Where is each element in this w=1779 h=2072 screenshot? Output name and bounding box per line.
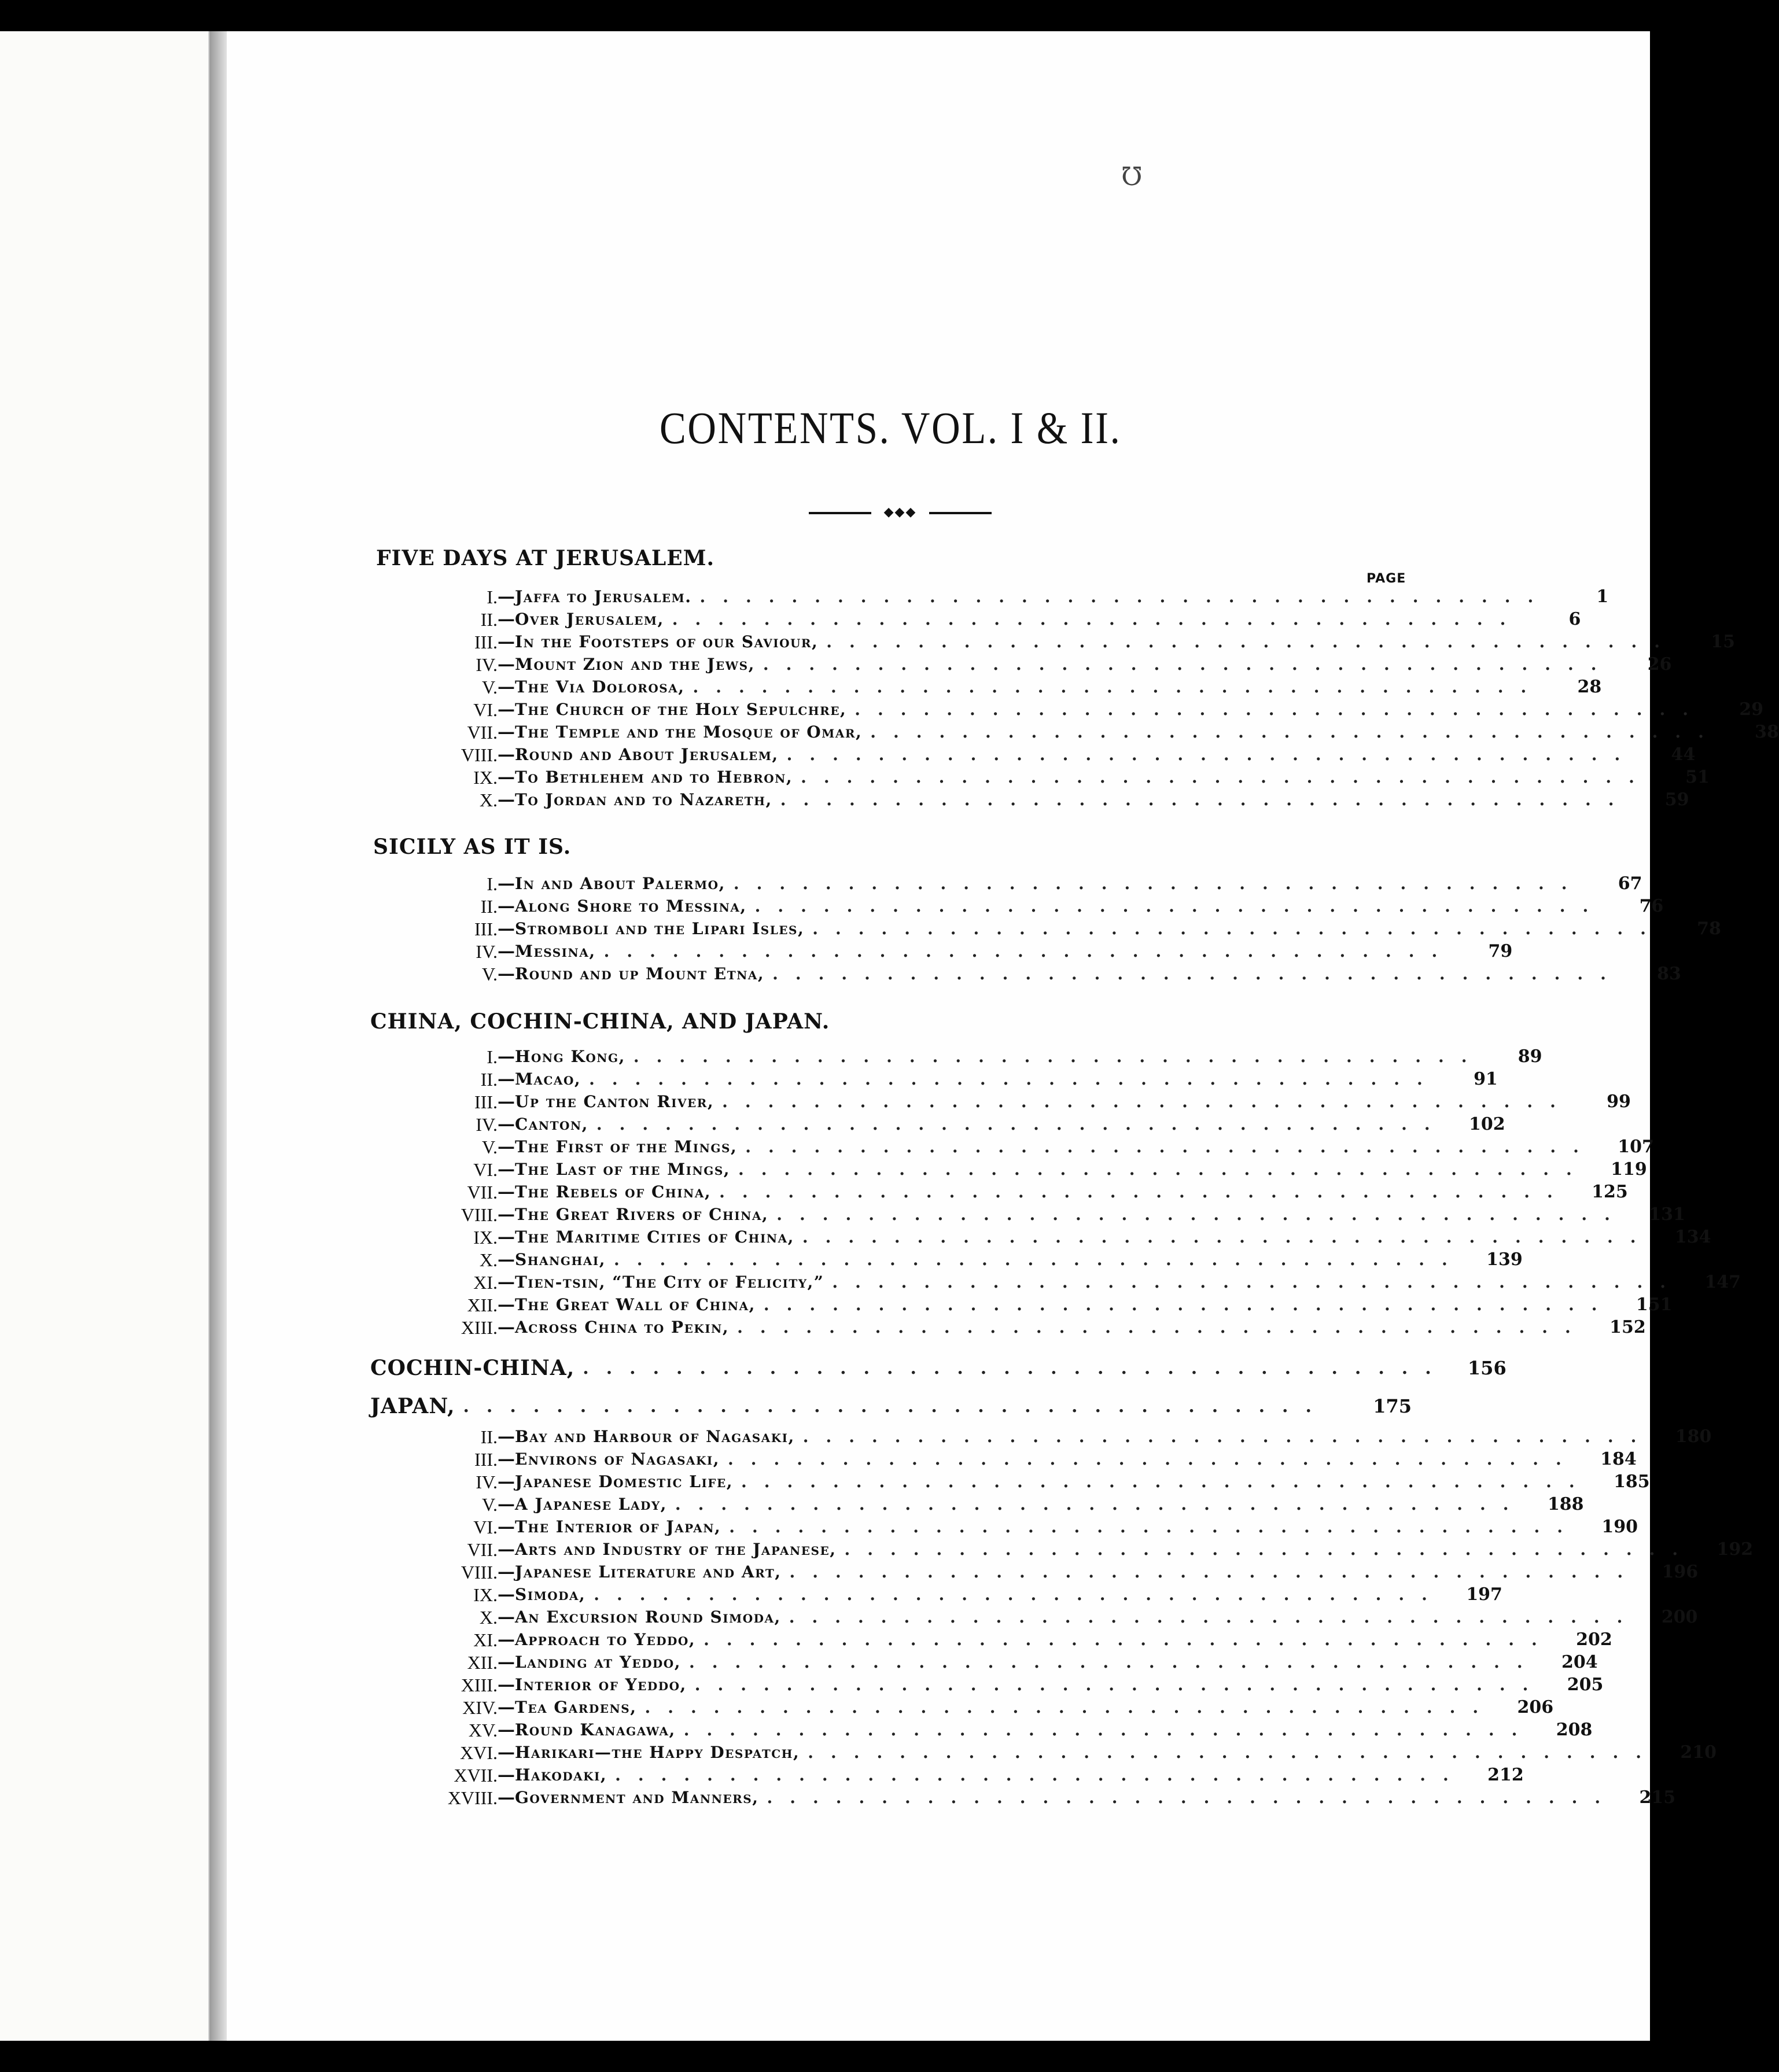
chapter-number: X. — [479, 1607, 498, 1628]
dot-leader: ..................................... — [802, 1427, 1654, 1446]
toc-row[interactable]: VII. — The Temple and the Mosque of Omar, ..................................... 38 — [324, 721, 1365, 744]
chapter-number: XVI. — [460, 1742, 498, 1763]
chapter-title: Over Jerusalem, — [515, 610, 664, 629]
toc-row[interactable]: I. — Jaffa to Jerusalem. ..................................... 1 — [324, 585, 1365, 609]
page-number: 131 — [1649, 1204, 1685, 1225]
page-number: 83 — [1657, 964, 1681, 984]
toc-row[interactable]: VI. — The Last of the Mings, ..................................... 119 — [324, 1158, 1365, 1181]
dot-leader: ..................................... — [694, 1675, 1546, 1694]
dot-leader: ..................................... — [854, 700, 1706, 719]
chapter-number: VIII. — [461, 1204, 498, 1225]
chapter-title: Round and up Mount Etna, — [515, 964, 765, 983]
section-heading-china: CHINA, COCHIN-CHINA, AND JAPAN. — [370, 1009, 830, 1034]
toc-row[interactable]: XII. — Landing at Yeddo, ..................................... 204 — [324, 1651, 1365, 1674]
chapter-title: Interior of Yeddo, — [515, 1675, 687, 1694]
section-row-cochin-china[interactable] — [370, 1355, 1507, 1381]
dot-leader: ..................................... — [688, 1653, 1540, 1672]
dot-leader: ..................................... — [672, 610, 1523, 629]
chapter-title: Across China to Pekin, — [515, 1318, 730, 1337]
chapter-title: The Via Dolorosa, — [515, 677, 685, 696]
chapter-title: Messina, — [515, 942, 596, 961]
page-number: 38 — [1755, 722, 1779, 742]
toc-row[interactable]: IV. — Mount Zion and the Jews, ..................................... 26 — [324, 653, 1365, 676]
chapter-title: In the Footsteps of our Saviour, — [515, 632, 819, 651]
dot-leader: ..................................... — [728, 1450, 1579, 1469]
dot-leader: ..................................... — [745, 1137, 1596, 1156]
chapter-title: The First of the Mings, — [515, 1137, 738, 1156]
chapter-title: Hong Kong, — [515, 1047, 625, 1066]
page-number: 134 — [1674, 1227, 1711, 1247]
chapter-number: VII. — [467, 722, 498, 743]
page-number: 185 — [1614, 1472, 1650, 1492]
rule-ornament: ◆◆◆ — [871, 504, 929, 521]
book-gutter — [209, 31, 227, 2041]
chapter-number: XI. — [473, 1629, 498, 1650]
section-heading-jerusalem: FIVE DAYS AT JERUSALEM. — [376, 546, 715, 570]
page-number: 44 — [1671, 744, 1696, 765]
toc-row[interactable]: XIII. — Across China to Pekin, ..................................... 152 — [324, 1316, 1365, 1339]
toc-row[interactable]: III. — In the Footsteps of our Saviour, ..................................... 15 — [324, 631, 1365, 654]
toc-row[interactable]: I. — Hong Kong, ..................................... 89 — [324, 1045, 1365, 1068]
toc-row[interactable]: XVII. — Hakodaki, ..................................... 212 — [324, 1764, 1365, 1787]
dot-leader: ..................................... — [780, 790, 1631, 809]
chapter-title: An Excursion Round Simoda, — [515, 1608, 781, 1627]
chapter-number: III. — [474, 1092, 498, 1112]
page-number: 200 — [1661, 1607, 1698, 1627]
dot-leader: ..................................... — [603, 942, 1455, 961]
dot-leader: ..................................... — [729, 1517, 1580, 1536]
page-number: 175 — [1373, 1395, 1412, 1417]
dot-leader: ..................................... — [741, 1472, 1592, 1491]
dot-leader: ..................................... — [596, 1115, 1447, 1134]
chapter-title: A Japanese Lady, — [515, 1495, 667, 1514]
chapter-number: VIII. — [461, 1562, 498, 1583]
chapter-number: XVIII. — [447, 1787, 498, 1808]
chapter-title: Harikari—the Happy Despatch, — [515, 1743, 800, 1762]
chapter-number: XIII. — [461, 1675, 498, 1695]
page-number: 78 — [1697, 919, 1721, 939]
page-number: 188 — [1547, 1494, 1584, 1514]
page-number: 190 — [1601, 1517, 1638, 1537]
page-number: 119 — [1611, 1159, 1647, 1179]
dot-leader: ..................................... — [683, 1720, 1535, 1739]
chapter-number: V. — [482, 677, 498, 698]
chapter-title: Hakodaki, — [515, 1765, 607, 1785]
page-number: 208 — [1556, 1720, 1593, 1740]
page-number: 197 — [1466, 1584, 1502, 1605]
chapter-number: X. — [479, 1249, 498, 1270]
chapter-title: Shanghai, — [515, 1250, 606, 1269]
chapter-number: VI. — [473, 1517, 498, 1538]
page-number: 205 — [1567, 1675, 1604, 1695]
chapter-title: To Jordan and to Nazareth, — [515, 790, 772, 809]
chapter-number: IX. — [473, 1227, 498, 1248]
page-number: 91 — [1474, 1069, 1498, 1089]
toc-row[interactable]: II. — Over Jerusalem, ..................................... 6 — [324, 608, 1365, 631]
page-number: 29 — [1739, 699, 1763, 720]
toc-row[interactable]: XI. — Tien-tsin, “The City of Felicity,” ..................................... 147 — [324, 1271, 1365, 1294]
chapter-title: Environs of Nagasaki, — [515, 1450, 720, 1469]
page-number: 212 — [1487, 1765, 1524, 1785]
page-number: 15 — [1711, 632, 1735, 652]
toc-row[interactable]: VII. — The Rebels of China, ..................................... 125 — [324, 1181, 1365, 1204]
toc-row[interactable]: XVIII. — Government and Manners, ..................................... 215 — [324, 1786, 1365, 1809]
page-number: 28 — [1577, 677, 1602, 697]
dot-leader: ..................................... — [832, 1273, 1684, 1292]
page-number: 192 — [1717, 1539, 1754, 1559]
chapter-title: The Interior of Japan, — [515, 1517, 721, 1536]
page-number: 76 — [1639, 896, 1664, 916]
chapter-number: II. — [480, 1069, 498, 1090]
section-heading-sicily: SICILY AS IT IS. — [373, 835, 572, 859]
page-number: 147 — [1704, 1272, 1741, 1292]
page-number: 79 — [1488, 941, 1513, 961]
dot-leader: ..................................... — [808, 1743, 1659, 1762]
toc-row[interactable]: I. — In and About Palermo, ..................................... 67 — [324, 872, 1365, 895]
chapter-number: IV. — [476, 654, 498, 675]
chapter-number: VII. — [467, 1539, 498, 1560]
dot-leader: ..................................... — [763, 1295, 1615, 1314]
toc-row[interactable]: VIII. — Japanese Literature and Art, ..................................... 196 — [324, 1561, 1365, 1584]
chapter-title: Stromboli and the Lipari Isles, — [515, 919, 805, 938]
page-number: 215 — [1639, 1787, 1676, 1808]
chapter-title: To Bethlehem and to Hebron, — [515, 768, 793, 787]
dot-leader: ..................................... — [733, 874, 1585, 893]
chapter-number: I. — [487, 1046, 498, 1067]
chapter-title: The Church of the Holy Sepulchre, — [515, 700, 847, 719]
chapter-title: Macao, — [515, 1070, 581, 1089]
page-number: 67 — [1618, 873, 1642, 894]
chapter-number: IV. — [476, 941, 498, 962]
chapter-title: Japanese Domestic Life, — [515, 1472, 733, 1491]
dot-leader: ..................................... — [693, 677, 1544, 696]
chapter-title: Landing at Yeddo, — [515, 1653, 681, 1672]
chapter-number: VIII. — [461, 744, 498, 765]
page-number: 51 — [1685, 767, 1710, 787]
toc-row[interactable]: XII. — The Great Wall of China, ..................................... 151 — [324, 1293, 1365, 1317]
corner-mark: ℧ — [1121, 162, 1143, 191]
chapter-number: VI. — [473, 699, 498, 720]
dot-leader: ..................................... — [738, 1160, 1589, 1179]
chapter-title: Round and About Jerusalem, — [515, 745, 779, 764]
dot-leader: ..................................... — [722, 1092, 1573, 1111]
chapter-number: II. — [480, 1426, 498, 1447]
chapter-number: IX. — [473, 767, 498, 788]
chapter-title: Canton, — [515, 1115, 588, 1134]
chapter-title: The Temple and the Mosque of Omar, — [515, 722, 863, 742]
dot-leader: ..................................... — [789, 1562, 1641, 1581]
toc-row[interactable]: II. — Along Shore to Messina, ..................................... 76 — [324, 895, 1365, 918]
chapter-number: V. — [482, 964, 498, 985]
page-number: 102 — [1468, 1114, 1505, 1134]
left-page-blank — [0, 31, 209, 2041]
page-title: CONTENTS. VOL. I & II. — [660, 403, 1122, 453]
toc-row[interactable]: XI. — Approach to Yeddo, ..................................... 202 — [324, 1628, 1365, 1651]
page-number: 139 — [1486, 1249, 1523, 1270]
chapter-title: In and About Palermo, — [515, 874, 725, 893]
chapter-number: XII. — [467, 1652, 498, 1673]
chapter-number: V. — [482, 1137, 498, 1157]
page-number: 152 — [1609, 1317, 1646, 1337]
toc-row[interactable]: XIV. — Tea Gardens, ..................................... 206 — [324, 1696, 1365, 1719]
toc-row[interactable]: III. — Up the Canton River, ..................................... 99 — [324, 1090, 1365, 1114]
page-number: 107 — [1618, 1137, 1654, 1157]
chapter-number: XVII. — [454, 1765, 498, 1786]
toc-row[interactable]: XIII. — Interior of Yeddo, ..................................... 205 — [324, 1673, 1365, 1697]
toc-row[interactable]: VI. — The Interior of Japan, ..................................... 190 — [324, 1516, 1365, 1539]
section-heading-japan: JAPAN, — [370, 1394, 455, 1418]
chapter-number: XI. — [473, 1272, 498, 1293]
chapter-number: XIII. — [461, 1317, 498, 1338]
page-number: 99 — [1607, 1092, 1631, 1112]
page-number: 206 — [1517, 1697, 1554, 1717]
dot-leader: ..................................... — [870, 722, 1721, 742]
dot-leader: ..................................... — [767, 1788, 1618, 1807]
toc-row[interactable]: X. — To Jordan and to Nazareth, ..................................... 59 — [324, 788, 1365, 812]
chapter-number: X. — [479, 790, 498, 810]
toc-row[interactable]: IV. — Canton, ..................................... 102 — [324, 1113, 1365, 1136]
dot-leader: ..................................... — [812, 919, 1663, 938]
page-number: 26 — [1647, 654, 1672, 674]
dot-leader: ..................................... — [719, 1182, 1570, 1201]
chapter-number: III. — [474, 1449, 498, 1470]
chapter-title: Round Kanagawa, — [515, 1720, 676, 1739]
section-row-japan[interactable] — [370, 1393, 1412, 1420]
dot-leader: ..................................... — [633, 1047, 1485, 1066]
chapter-title: The Last of the Mings, — [515, 1160, 731, 1179]
page-number: 204 — [1561, 1652, 1598, 1672]
toc-row[interactable]: VI. — The Church of the Holy Sepulchre, ..................................... 29 — [324, 698, 1365, 721]
chapter-number: V. — [482, 1494, 498, 1515]
dot-leader: ..................................... — [614, 1250, 1465, 1269]
toc-row[interactable]: XV. — Round Kanagawa, ..................................... 208 — [324, 1719, 1365, 1742]
chapter-title: Jaffa to Jerusalem. — [515, 587, 692, 606]
toc-row[interactable]: III. — Stromboli and the Lipari Isles, ..................................... 78 — [324, 917, 1365, 941]
chapter-title: The Great Rivers of China, — [515, 1205, 769, 1224]
toc-row[interactable]: VIII. — Round and About Jerusalem, ..................................... 44 — [324, 743, 1365, 766]
toc-row[interactable]: IV. — Japanese Domestic Life, ..................................... 185 — [324, 1470, 1365, 1494]
dot-leader: ..................................... — [844, 1540, 1696, 1559]
page-column-label: PAGE — [1367, 572, 1406, 586]
dot-leader: ..................................... — [776, 1205, 1627, 1224]
chapter-title: The Rebels of China, — [515, 1182, 712, 1201]
toc-row[interactable]: II. — Bay and Harbour of Nagasaki, ..................................... 180 — [324, 1425, 1365, 1448]
chapter-title: Up the Canton River, — [515, 1092, 714, 1111]
toc-row[interactable]: V. — A Japanese Lady, ..................................... 188 — [324, 1493, 1365, 1516]
chapter-title: Arts and Industry of the Japanese, — [515, 1540, 837, 1559]
chapter-number: II. — [480, 609, 498, 630]
toc-row[interactable]: V. — The Via Dolorosa, ..................................... 28 — [324, 676, 1365, 699]
dot-leader: ..................................... — [704, 1630, 1555, 1649]
toc-row[interactable]: IV. — Messina, ..................................... 79 — [324, 940, 1365, 963]
dot-leader: ..................................... — [801, 768, 1652, 787]
page-number: 59 — [1664, 790, 1689, 810]
toc-row[interactable]: VIII. — The Great Rivers of China, ..................................... 131 — [324, 1203, 1365, 1226]
toc-row[interactable]: II. — Macao, ..................................... 91 — [324, 1068, 1365, 1091]
chapter-number: VI. — [473, 1159, 498, 1180]
toc-row[interactable]: IX. — The Maritime Cities of China, ..................................... 134 — [324, 1226, 1365, 1249]
page-number: 180 — [1675, 1426, 1712, 1447]
toc-row[interactable]: IX. — Simoda, ..................................... 197 — [324, 1583, 1365, 1606]
page-number: 89 — [1518, 1046, 1542, 1067]
chapter-number: IV. — [476, 1472, 498, 1492]
chapter-number: I. — [487, 873, 498, 894]
chapter-title: Simoda, — [515, 1585, 586, 1604]
section-heading-cochin-china: COCHIN-CHINA, — [370, 1356, 575, 1380]
chapter-number: I. — [487, 587, 498, 607]
page-number: 210 — [1680, 1742, 1717, 1763]
chapter-title: Approach to Yeddo, — [515, 1630, 696, 1649]
chapter-title: Tien-tsin, “The City of Felicity,” — [515, 1273, 824, 1292]
chapter-number: IX. — [473, 1584, 498, 1605]
chapter-title: The Great Wall of China, — [515, 1295, 756, 1314]
page-number: 125 — [1592, 1182, 1628, 1202]
toc-row[interactable]: IX. — To Bethlehem and to Hebron, ..................................... 51 — [324, 766, 1365, 789]
page-number: 1 — [1596, 587, 1609, 607]
dot-leader: ..................................... — [583, 1358, 1449, 1378]
chapter-title: Along Shore to Messina, — [515, 897, 747, 916]
page-number: 6 — [1568, 609, 1581, 629]
dot-leader: ..................................... — [786, 745, 1638, 764]
chapter-number: III. — [474, 632, 498, 652]
chapter-number: VII. — [467, 1182, 498, 1203]
toc-row[interactable]: VII. — Arts and Industry of the Japanese, ..................................... 192 — [324, 1538, 1365, 1561]
dot-leader: ..................................... — [772, 964, 1623, 983]
chapter-number: II. — [480, 896, 498, 917]
dot-leader: ..................................... — [802, 1227, 1653, 1247]
dot-leader: ..................................... — [594, 1585, 1445, 1604]
chapter-number: IV. — [476, 1114, 498, 1135]
chapter-number: XII. — [467, 1295, 498, 1315]
dot-leader: ..................................... — [826, 632, 1677, 651]
chapter-title: The Maritime Cities of China, — [515, 1227, 794, 1247]
dot-leader: ..................................... — [463, 1396, 1329, 1417]
chapter-number: XV. — [468, 1720, 498, 1741]
chapter-number: XIV. — [462, 1697, 498, 1718]
page-number: 202 — [1576, 1629, 1612, 1650]
dot-leader: ..................................... — [644, 1698, 1496, 1717]
page-number: 184 — [1600, 1449, 1637, 1469]
dot-leader: ..................................... — [589, 1070, 1440, 1089]
chapter-number: III. — [474, 919, 498, 939]
chapter-title: Government and Manners, — [515, 1788, 759, 1807]
toc-row[interactable]: X. — An Excursion Round Simoda, ..................................... 200 — [324, 1606, 1365, 1629]
chapter-title: Tea Gardens, — [515, 1698, 637, 1717]
page-number: 151 — [1636, 1295, 1673, 1315]
page-number: 156 — [1467, 1357, 1507, 1379]
toc-row[interactable]: III. — Environs of Nagasaki, ..................................... 184 — [324, 1448, 1365, 1471]
chapter-title: Mount Zion and the Jews, — [515, 655, 755, 674]
toc-row[interactable]: XVI. — Harikari—the Happy Despatch, ..................................... 210 — [324, 1741, 1365, 1764]
chapter-title: Bay and Harbour of Nagasaki, — [515, 1427, 795, 1446]
dot-leader: ..................................... — [789, 1608, 1640, 1627]
chapter-title: Japanese Literature and Art, — [515, 1562, 782, 1581]
toc-row[interactable]: X. — Shanghai, ..................................... 139 — [324, 1248, 1365, 1271]
dot-leader: ..................................... — [763, 655, 1614, 674]
dot-leader: ..................................... — [675, 1495, 1526, 1514]
dot-leader: ..................................... — [615, 1765, 1466, 1785]
page-number: 196 — [1662, 1562, 1699, 1582]
dot-leader: ..................................... — [754, 897, 1606, 916]
dot-leader: ..................................... — [699, 587, 1551, 606]
toc-row[interactable]: V. — Round and up Mount Etna, ..................................... 83 — [324, 963, 1365, 986]
dot-leader: ..................................... — [737, 1318, 1588, 1337]
toc-row[interactable]: V. — The First of the Mings, ..................................... 107 — [324, 1135, 1365, 1159]
